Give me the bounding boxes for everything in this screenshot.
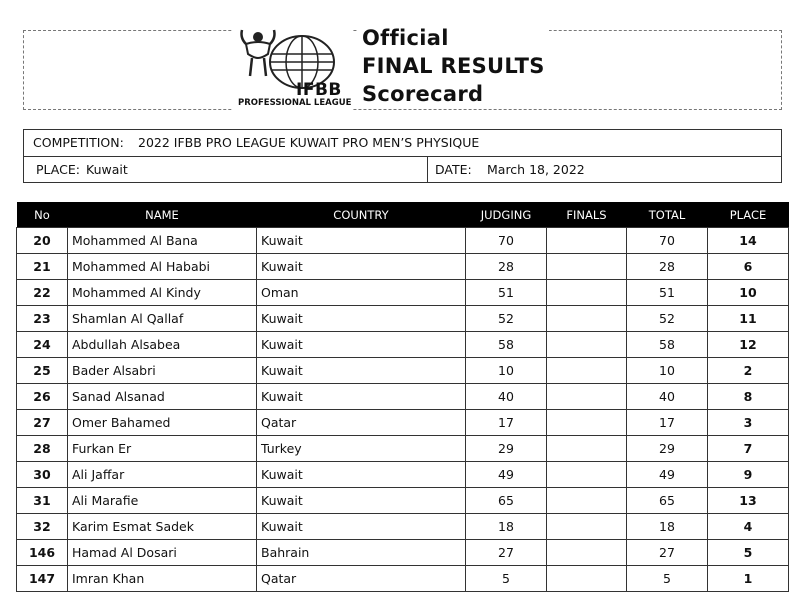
athlete-country: Kuwait [257, 514, 466, 540]
total-score: 18 [627, 514, 708, 540]
finals-score [547, 358, 627, 384]
final-place: 11 [708, 306, 789, 332]
date-value: March 18, 2022 [487, 162, 585, 177]
finals-score [547, 540, 627, 566]
final-place: 10 [708, 280, 789, 306]
ifbb-logo [232, 24, 352, 110]
total-score: 10 [627, 358, 708, 384]
total-score: 40 [627, 384, 708, 410]
athlete-name: Sanad Alsanad [68, 384, 257, 410]
judging-score: 65 [466, 488, 547, 514]
competition-label: COMPETITION: [33, 135, 124, 150]
total-score: 5 [627, 566, 708, 592]
total-score: 65 [627, 488, 708, 514]
table-row [17, 306, 789, 332]
place-label: PLACE: [36, 162, 80, 177]
column-header-finals: FINALS [547, 202, 627, 228]
athlete-number: 24 [17, 332, 68, 358]
athlete-number: 26 [17, 384, 68, 410]
athlete-name: Mohammed Al Hababi [68, 254, 257, 280]
athlete-number: 32 [17, 514, 68, 540]
place-date-row [24, 157, 781, 182]
judging-score: 51 [466, 280, 547, 306]
judging-score: 52 [466, 306, 547, 332]
finals-score [547, 566, 627, 592]
total-score: 17 [627, 410, 708, 436]
athlete-number: 30 [17, 462, 68, 488]
title-line-2: FINAL RESULTS [362, 54, 545, 78]
column-header-country: COUNTRY [257, 202, 466, 228]
finals-score [547, 384, 627, 410]
table-row [17, 462, 789, 488]
athlete-country: Kuwait [257, 332, 466, 358]
athlete-country: Oman [257, 280, 466, 306]
title-line-1: Official [362, 26, 449, 50]
results-table-header [17, 202, 789, 228]
table-row [17, 332, 789, 358]
column-header-judging: JUDGING [466, 202, 547, 228]
athlete-country: Turkey [257, 436, 466, 462]
athlete-name: Ali Jaffar [68, 462, 257, 488]
finals-score [547, 514, 627, 540]
final-place: 6 [708, 254, 789, 280]
athlete-name: Abdullah Alsabea [68, 332, 257, 358]
athlete-country: Kuwait [257, 254, 466, 280]
table-row [17, 384, 789, 410]
table-row [17, 254, 789, 280]
athlete-country: Qatar [257, 410, 466, 436]
athlete-number: 146 [17, 540, 68, 566]
table-row [17, 280, 789, 306]
table-row [17, 540, 789, 566]
athlete-number: 31 [17, 488, 68, 514]
competition-row [24, 130, 781, 157]
table-row [17, 514, 789, 540]
athlete-number: 25 [17, 358, 68, 384]
final-place: 9 [708, 462, 789, 488]
final-place: 12 [708, 332, 789, 358]
logo-subtext: PROFESSIONAL LEAGUE [238, 98, 352, 108]
final-place: 7 [708, 436, 789, 462]
competition-info-box [23, 129, 782, 183]
column-header-no: No [17, 202, 68, 228]
athlete-country: Kuwait [257, 384, 466, 410]
final-place: 4 [708, 514, 789, 540]
finals-score [547, 332, 627, 358]
column-header-name: NAME [68, 202, 257, 228]
final-place: 13 [708, 488, 789, 514]
competition-name: 2022 IFBB PRO LEAGUE KUWAIT PRO MEN’S PHYSIQUE [138, 135, 480, 150]
total-score: 29 [627, 436, 708, 462]
athlete-name: Ali Marafie [68, 488, 257, 514]
total-score: 58 [627, 332, 708, 358]
athlete-country: Kuwait [257, 488, 466, 514]
row-divider [427, 157, 428, 182]
judging-score: 49 [466, 462, 547, 488]
table-row [17, 566, 789, 592]
athlete-number: 23 [17, 306, 68, 332]
athlete-country: Kuwait [257, 462, 466, 488]
column-header-total: TOTAL [627, 202, 708, 228]
athlete-country: Kuwait [257, 228, 466, 254]
finals-score [547, 228, 627, 254]
athlete-name: Furkan Er [68, 436, 257, 462]
table-row [17, 436, 789, 462]
judging-score: 28 [466, 254, 547, 280]
athlete-number: 147 [17, 566, 68, 592]
final-place: 5 [708, 540, 789, 566]
table-row [17, 488, 789, 514]
judging-score: 17 [466, 410, 547, 436]
athlete-name: Omer Bahamed [68, 410, 257, 436]
athlete-country: Bahrain [257, 540, 466, 566]
total-score: 28 [627, 254, 708, 280]
title-block [358, 24, 549, 108]
athlete-number: 20 [17, 228, 68, 254]
column-header-place: PLACE [708, 202, 789, 228]
athlete-number: 21 [17, 254, 68, 280]
finals-score [547, 306, 627, 332]
athlete-name: Imran Khan [68, 566, 257, 592]
finals-score [547, 254, 627, 280]
judging-score: 18 [466, 514, 547, 540]
judging-score: 58 [466, 332, 547, 358]
logo-text: IFBB [296, 80, 342, 100]
athlete-number: 28 [17, 436, 68, 462]
judging-score: 40 [466, 384, 547, 410]
total-score: 52 [627, 306, 708, 332]
athlete-country: Qatar [257, 566, 466, 592]
total-score: 70 [627, 228, 708, 254]
judging-score: 29 [466, 436, 547, 462]
total-score: 51 [627, 280, 708, 306]
athlete-number: 22 [17, 280, 68, 306]
finals-score [547, 488, 627, 514]
final-place: 1 [708, 566, 789, 592]
results-table-body [17, 228, 789, 592]
athlete-number: 27 [17, 410, 68, 436]
athlete-name: Karim Esmat Sadek [68, 514, 257, 540]
judging-score: 10 [466, 358, 547, 384]
final-place: 8 [708, 384, 789, 410]
athlete-name: Mohammed Al Bana [68, 228, 257, 254]
date-label: DATE: [435, 162, 472, 177]
final-place: 2 [708, 358, 789, 384]
athlete-country: Kuwait [257, 306, 466, 332]
athlete-country: Kuwait [257, 358, 466, 384]
judging-score: 70 [466, 228, 547, 254]
finals-score [547, 410, 627, 436]
finals-score [547, 462, 627, 488]
results-table [16, 202, 789, 592]
finals-score [547, 436, 627, 462]
place-value: Kuwait [86, 162, 128, 177]
total-score: 27 [627, 540, 708, 566]
athlete-name: Mohammed Al Kindy [68, 280, 257, 306]
final-place: 3 [708, 410, 789, 436]
athlete-name: Bader Alsabri [68, 358, 257, 384]
finals-score [547, 280, 627, 306]
final-place: 14 [708, 228, 789, 254]
title-line-3: Scorecard [362, 82, 484, 106]
athlete-name: Hamad Al Dosari [68, 540, 257, 566]
table-row [17, 228, 789, 254]
athlete-name: Shamlan Al Qallaf [68, 306, 257, 332]
total-score: 49 [627, 462, 708, 488]
table-row [17, 358, 789, 384]
table-row [17, 410, 789, 436]
judging-score: 5 [466, 566, 547, 592]
judging-score: 27 [466, 540, 547, 566]
